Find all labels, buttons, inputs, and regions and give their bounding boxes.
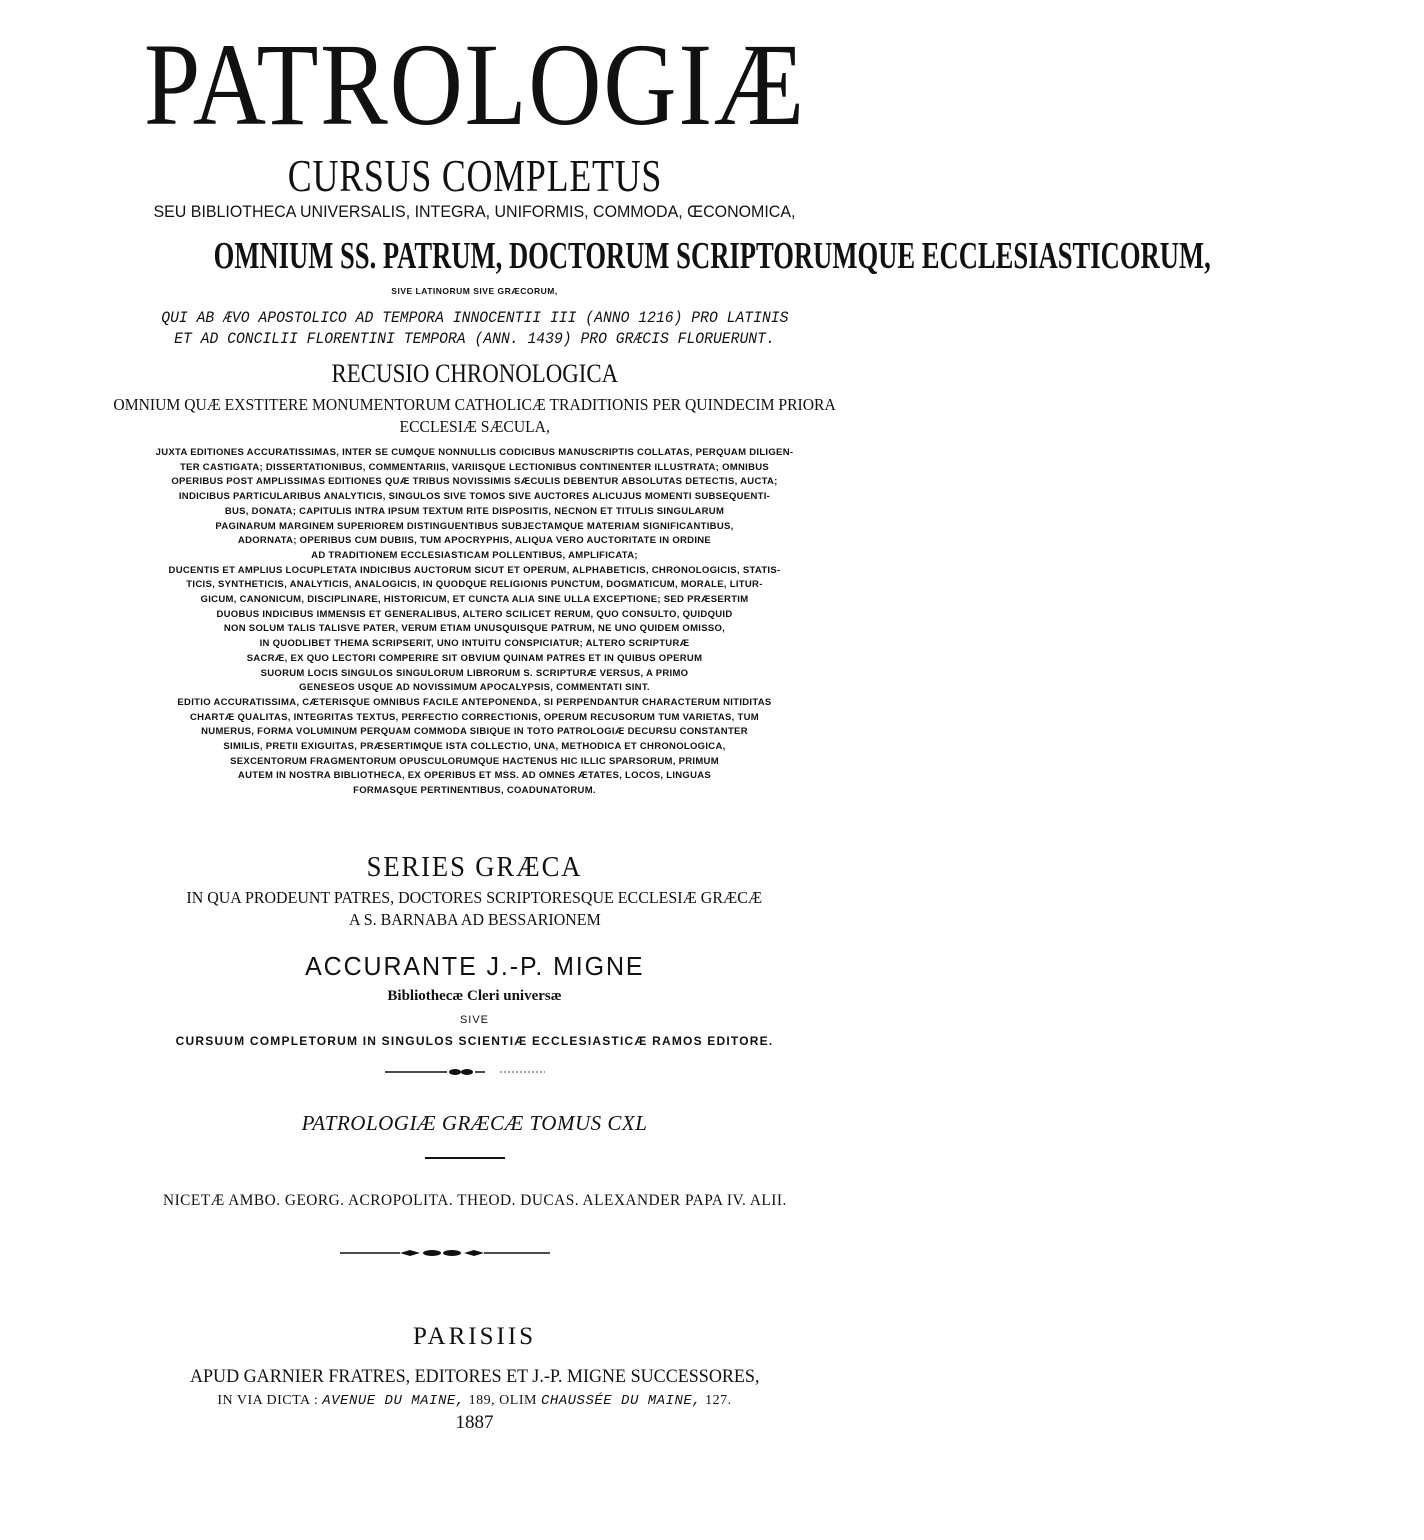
volume-contents: NICETÆ AMBO. GEORG. ACROPOLITA. THEOD. DUCAS. ALEXANDER PAPA IV. ALII. <box>162 1192 787 1209</box>
ornamental-rule-icon <box>340 1248 550 1258</box>
fine-print-line: TICIS, SYNTHETICIS, ANALYTICIS, ANALOGICIS, IN QUODQUE RELIGIONIS PUNCTUM, DOGMATICUM, MORALE, LITUR- <box>186 579 763 591</box>
address-prefix: IN VIA DICTA : <box>217 1393 319 1408</box>
volume-title: PATROLOGIÆ GRÆCÆ TOMUS CXL <box>301 1111 648 1135</box>
address-street-2: CHAUSSÉE DU MAINE, <box>540 1393 702 1409</box>
ornamental-rule-icon <box>385 1067 545 1077</box>
fine-print-line: INDICIBUS PARTICULARIBUS ANALYTICIS, SINGULOS SIVE TOMOS SIVE AUCTORES ALICUJUS MOMENTI SUBSEQUENTI- <box>178 491 771 503</box>
subtitle: CURSUS COMPLETUS <box>287 150 662 201</box>
fine-print-line: IN QUODLIBET THEMA SCRIPSERIT, UNO INTUITU CONSPICIATUR; ALTERO SCRIPTURÆ <box>259 638 690 650</box>
divider-rule <box>425 1157 505 1159</box>
sive-line: SIVE <box>459 1014 490 1026</box>
omnium-quae-line-2: ECCLESIÆ SÆCULA, <box>399 417 550 436</box>
cursuum-line: CURSUUM COMPLETORUM IN SINGULOS SCIENTIÆ ECCLESIASTICÆ RAMOS EDITORE. <box>175 1034 774 1048</box>
qui-line-2: ET AD CONCILII FLORENTINI TEMPORA (ANN. 1439) PRO GRÆCIS FLORUERUNT. <box>174 330 775 348</box>
recusio-heading: RECUSIO CHRONOLOGICA <box>331 359 618 388</box>
fine-print-line: ADORNATA; OPERIBUS CUM DUBIIS, TUM APOCRYPHIS, ALIQUA VERO AUCTORITATE IN ORDINE <box>237 535 712 547</box>
fine-print-line: PAGINARUM MARGINEM SUPERIOREM DISTINGUENTIBUS SUBJECTAMQUE MATERIAM SIGNIFICANTIBUS, <box>215 520 734 532</box>
fine-print-line: OPERIBUS POST AMPLISSIMAS EDITIONES QUÆ TRIBUS NOVISSIMIS SÆCULIS DEBENTUR ABSOLUTAS DETECTIS, AUCTA; <box>171 476 778 488</box>
fine-print-line: JUXTA EDITIONES ACCURATISSIMAS, INTER SE CUMQUE NONNULLIS CODICIBUS MANUSCRIPTIS COLLATAS, PERQUAM DILIGEN- <box>155 447 794 458</box>
main-title: PATROLOGIÆ <box>143 19 806 150</box>
fine-print-line: BUS, DONATA; CAPITULIS INTRA IPSUM TEXTUM RITE DISPOSITIS, NECNON ET TITULIS SINGULARUM <box>224 505 725 517</box>
fine-print-line: AD TRADITIONEM ECCLESIASTICAM POLLENTIBUS, AMPLIFICATA; <box>311 549 638 561</box>
omnium-line: OMNIUM SS. PATRUM, DOCTORUM SCRIPTORUMQUE ECCLESIASTICORUM, <box>213 235 1211 277</box>
fine-print-line: FORMASQUE PERTINENTIBUS, COADUNATORUM. <box>353 785 596 797</box>
fine-print-line: SEXCENTORUM FRAGMENTORUM OPUSCULORUMQUE HACTENUS HIC ILLIC SPARSORUM, PRIMUM <box>230 755 719 767</box>
editor-line: ACCURANTE J.-P. MIGNE <box>304 951 645 981</box>
fine-print-line: DUOBUS INDICIBUS IMMENSIS ET GENERALIBUS, ALTERO SCILICET RERUM, QUO CONSULTO, QUIDQUID <box>216 608 733 620</box>
fine-print-line: SUORUM LOCIS SINGULOS SINGULORUM LIBRORUM S. SCRIPTURÆ VERSUS, A PRIMO <box>260 667 689 679</box>
city: PARISIIS <box>412 1323 537 1350</box>
fine-print-line: CHARTÆ QUALITAS, INTEGRITAS TEXTUS, PERFECTIO CORRECTIONIS, OPERUM RECUSORUM TUM VARIETAS, TUM <box>190 711 759 723</box>
qui-line-1: QUI AB ÆVO APOSTOLICO AD TEMPORA INNOCENTII III (ANNO 1216) PRO LATINIS <box>160 309 789 327</box>
fine-print-block <box>0 446 949 799</box>
address-street-1: AVENUE DU MAINE, <box>322 1393 465 1409</box>
address-number-1: 189, OLIM <box>468 1393 537 1408</box>
fine-print-line: EDITIO ACCURATISSIMA, CÆTERISQUE OMNIBUS FACILE ANTEPONENDA, SI PERPENDANTUR CHARACTERUM NITIDITAS <box>177 696 772 708</box>
fine-print-line: TER CASTIGATA; DISSERTATIONIBUS, COMMENTARIIS, VARIISQUE LECTIONIBUS CONTINENTER ILLUSTRATA; OMNIBUS <box>179 461 770 473</box>
in-qua-line-2: A S. BARNABA AD BESSARIONEM <box>348 910 601 929</box>
in-qua-line-1: IN QUA PRODEUNT PATRES, DOCTORES SCRIPTORESQUE ECCLESIÆ GRÆCÆ <box>186 888 763 907</box>
omnium-quae-line-1: OMNIUM QUÆ EXSTITERE MONUMENTORUM CATHOLICÆ TRADITIONIS PER QUINDECIM PRIORA <box>113 395 836 414</box>
fine-print-line: DUCENTIS ET AMPLIUS LOCUPLETATA INDICIBUS AUCTORUM SICUT ET OPERUM, ALPHABETICIS, CHRONOLOGICIS, STATIS- <box>168 564 781 576</box>
fine-print-line: GENESEOS USQUE AD NOVISSIMUM APOCALYPSIS, COMMENTATI SINT. <box>299 682 650 694</box>
address-line <box>0 1391 949 1411</box>
fine-print-line: NUMERUS, FORMA VOLUMINUM PERQUAM COMMODA SIBIQUE IN TOTO PATROLOGIÆ DECURSU CONSTANTER <box>201 726 748 738</box>
description-line: SEU BIBLIOTHECA UNIVERSALIS, INTEGRA, UNIFORMIS, COMMODA, ŒCONOMICA, <box>153 202 796 221</box>
series-heading: SERIES GRÆCA <box>366 852 583 883</box>
fine-print-line: GICUM, CANONICUM, DISCIPLINARE, HISTORICUM, ET CUNCTA ALIA SINE ULLA EXCEPTIONE; SED PRÆSERTIM <box>200 594 749 606</box>
fine-print-line: SIMILIS, PRETII EXIGUITAS, PRÆSERTIMQUE ISTA COLLECTIO, UNA, METHODICA ET CHRONOLOGICA, <box>223 741 726 753</box>
sive-latinorum-line: SIVE LATINORUM SIVE GRÆCORUM, <box>391 286 558 296</box>
bibliothecae-line: Bibliothecæ Cleri universæ <box>387 988 562 1004</box>
publication-year: 1887 <box>455 1412 494 1433</box>
fine-print-line: AUTEM IN NOSTRA BIBLIOTHECA, EX OPERIBUS ET MSS. AD OMNES ÆTATES, LOCOS, LINGUAS <box>237 770 712 782</box>
fine-print-line: NON SOLUM TALIS TALISVE PATER, VERUM ETIAM UNUSQUISQUE PATRUM, NE UNO QUIDEM OMISSO, <box>223 623 726 635</box>
publisher-line: APUD GARNIER FRATRES, EDITORES ET J.-P. MIGNE SUCCESSORES, <box>189 1366 760 1387</box>
address-number-2: 127. <box>705 1393 732 1408</box>
fine-print-line: SACRÆ, EX QUO LECTORI COMPERIRE SIT OBVIUM QUINAM PATRES ET IN QUIBUS OPERUM <box>246 652 703 664</box>
